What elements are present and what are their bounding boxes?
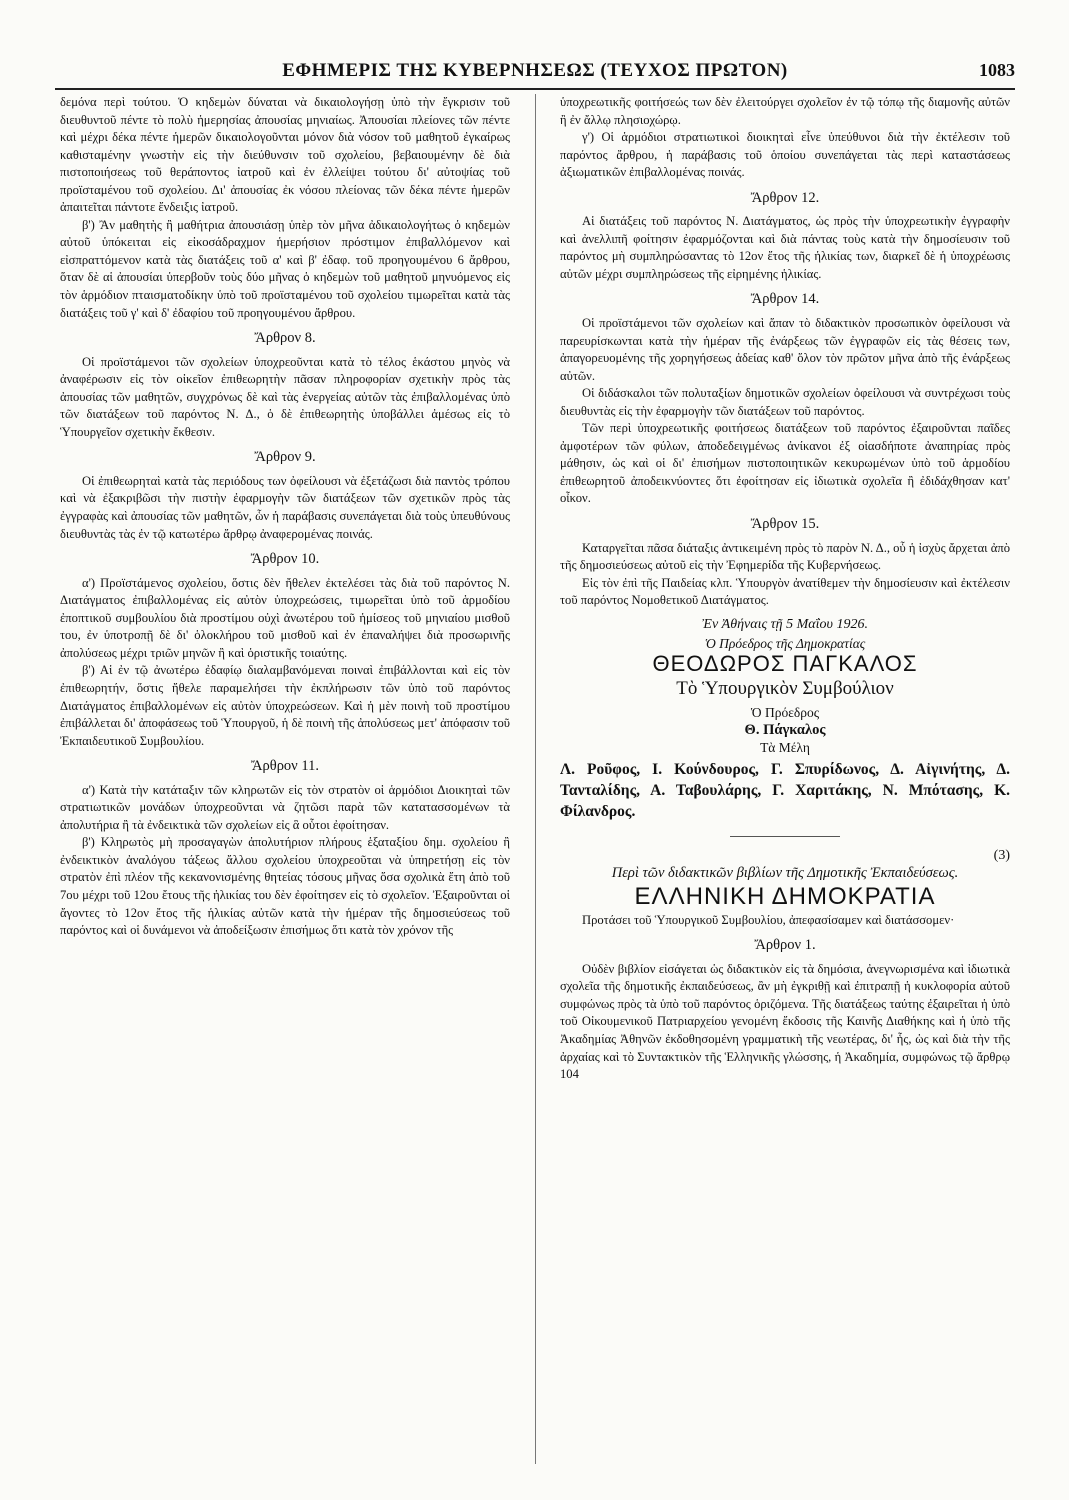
president-title: Ὁ Πρόεδρος τῆς Δημοκρατίας [704, 636, 866, 652]
article-15-paragraph: Καταργεῖται πᾶσα διάταξις ἀντικειμένη πρὸς τὸ παρὸν Ν. Δ., οὗ ἡ ἰσχὺς ἄρχεται ἀπὸ τῆς δημοσιεύσεως αὐτοῦ εἰς τὴν Ἐφημερίδα τῆς Κυβερνήσεως. [560, 540, 1010, 573]
article-10-paragraph-b: β') Αἱ ἐν τῷ ἀνωτέρω ἐδαφίῳ διαλαμβανόμεναι ποιναὶ ἐπιβάλλονται καὶ εἰς τὸν ἐπιθεωρητήν, ὅστις ἤθελε παραμελήσει τὴν ἐκπλήρωσιν τῶν ὑπὸ τοῦ παρόντος Διατάγματος ἐπιβαλλομένων εἰς αὐτὸν ὑποχρεώσεων. Καὶ ἡ μὲν ποινὴ τοῦ προστίμου ἐπιβάλλεται δι' ἀποφάσεως τοῦ Ὑπουργοῦ, ἡ δὲ ποινὴ τῆς ἀπολύσεως μετ' ἀπόφασιν τοῦ Ἐκπαιδευτικοῦ Συμβουλίου. [60, 663, 510, 748]
article-12-text: Αἱ διατάξεις τοῦ παρόντος Ν. Διατάγματος, ὡς πρὸς τὴν ὑποχρεωτικὴν ἐγγραφὴν καὶ ἀνελλιπῆ φοίτησιν ἐφαρμόζονται καὶ διὰ πάντας τοὺς κατὰ τὴν δημοσίευσιν τοῦ παρόντος μὴ συμπληρώσαντας τὸ 12ον ἔτος τῆς ἡλικίας των, διαρκεῖ δὲ ἡ ὑποχρέωσις αὐτῶν μέχρι συμπληρώσεως τῆς εἰρημένης ἡλικίας. [560, 214, 1010, 281]
section-divider [730, 836, 840, 837]
paragraph: δεμόνα περὶ τούτου. Ὁ κηδεμὼν δύναται νὰ δικαιολογήσῃ ὑπὸ τὴν ἔγκρισιν τοῦ διευθυντοῦ πέντε τὸ πολὺ ἡμερησίας ἀπουσίας μηνιαίως. Ἀπουσίαι πλείονες τῶν πέντε καὶ μέχρι δέκα πέντε ἡμερῶν δικαιολογοῦνται μόνον διὰ νόσον τοῦ μαθητοῦ ἐγκαίρως καθισταμένην γνωστὴν εἰς τὴν διεύθυνσιν τοῦ σχολείου, βεβαιουμένην δὲ διὰ πιστοποιήσεως τοῦ θεράποντος ἰατροῦ καὶ ἐν ἐλλείψει τούτου δι' αὐτοψίας τοῦ προϊσταμένου τοῦ σχολείου. Δι' ἀπουσίας ἐκ νόσου πλείονας τῶν δέκα πέντε ἡμερῶν ἀπαιτεῖται πάντοτε ἔνδειξις ἰατροῦ. [60, 95, 510, 215]
paragraph: ὑποχρεωτικῆς φοιτήσεώς των δὲν ἐλειτούργει σχολεῖον ἐν τῷ τόπῳ τῆς διαμονῆς αὐτῶν ἢ ἐν ἄλλῳ πλησιοχώρῳ. [560, 95, 1010, 127]
members-names: Λ. Ροῦφος, Ι. Κούνδουρος, Γ. Σπυρίδωνος, Δ. Αἰγινήτης, Δ. Τανταλίδης, Α. Ταβουλάρης, Γ. Χαριτάκης, Ν. Μπότασης, Κ. Φίλανδρος. [560, 760, 1010, 820]
left-column [60, 94, 510, 940]
paragraph: β') Ἂν μαθητὴς ἢ μαθήτρια ἀπουσιάσῃ ὑπὲρ τὸν μῆνα ἀδικαιολογήτως ὁ κηδεμὼν αὐτοῦ ὑπόκειται εἰς εἰκοσάδραχμον ἡμερήσιον πρόστιμον ἐπιβαλλόμενον καὶ εἰσπραττόμενον κατὰ τὰς διατάξεις τοῦ α' καὶ β' ἐδαφ. τοῦ προηγουμένου 6 ἄρθρου, ὅταν δὲ αἱ ἀπουσίαι ὑπερβοῦν τοὺς δύο μῆνας ὁ κηδεμὼν τοῦ μαθητοῦ μηνυόμενος εἰς τὸν ἁρμόδιον πταισματοδίκην ὑπὸ τοῦ προϊσταμένου τοῦ σχολείου τιμωρεῖται κατὰ τὰς διατάξεις τοῦ γ' καὶ δ' ἐδαφίου τοῦ προηγουμένου ἄρθρου. [60, 217, 510, 320]
article-1-text: Οὐδὲν βιβλίον εἰσάγεται ὡς διδακτικὸν εἰς τὰ δημόσια, ἀνεγνωρισμένα καὶ ἰδιωτικὰ σχολεῖα τῆς δημοτικῆς ἐκπαιδεύσεως, ἂν μὴ ἐγκριθῇ καὶ ἐπιτραπῇ ἡ κυκλοφορία αὐτοῦ συμφώνως πρὸς τὰ ὑπὸ τοῦ παρόντος ὁριζόμενα. Τῆς διατάξεως ταύτης ἐξαιρεῖται ἡ ὑπὸ τοῦ Οἰκουμενικοῦ Πατριαρχείου γενομένη ἔκδοσις τῆς Καινῆς Διαθήκης καὶ ἡ ὑπὸ τῆς Ἀκαδημίας Ἀθηνῶν ἐκδοθησομένη γραμματικὴ τῆς νεωτέρας, δι' ἧς, ὡς καὶ διὰ τὴν τῆς ἀρχαίας καὶ τὸ Συντακτικὸν τῆς Ἑλληνικῆς γλώσσης, ἡ Ἀκαδημία, συμφώνως τῷ ἄρθρῳ 104 [560, 961, 1010, 1082]
header-rule [55, 88, 1015, 90]
article-8-heading: Ἄρθρον 8. [254, 330, 316, 347]
article-11-heading: Ἄρθρον 11. [251, 758, 319, 775]
column-divider [535, 94, 536, 1464]
president-name: ΘΕΟΔΩΡΟΣ ΠΑΓΚΑΛΟΣ [652, 650, 918, 676]
right-column [560, 94, 1010, 1084]
chair-name: Θ. Πάγκαλος [744, 721, 826, 738]
republic-heading: ΕΛΛΗΝΙΚΗ ΔΗΜΟΚΡΑΤΙΑ [634, 883, 936, 911]
date-line: Ἐν Ἀθήναις τῇ 5 Μαΐου 1926. [702, 616, 868, 632]
page-number: 1083 [979, 60, 1015, 80]
article-9-heading: Ἄρθρον 9. [254, 449, 316, 466]
paragraph: γ') Οἱ ἁρμόδιοι στρατιωτικοὶ διοικηταὶ εἶνε ὑπεύθυνοι διὰ τὴν ἐκτέλεσιν τοῦ παρόντος ἄρθρου, ἡ παράβασις τοῦ ὁποίου συνεπάγεται τὰς περὶ καταστάσεως ἀξιωματικῶν ἐπιβαλλομένας ποινάς. [560, 130, 1010, 180]
article-11-paragraph-b: β') Κληρωτὸς μὴ προσαγαγὼν ἀπολυτήριον πλήρους ἑξαταξίου δημ. σχολείου ἢ ἐνδεικτικὸν ἀναλόγου τάξεως ἄλλου σχολείου ὑποχρεοῦται νὰ ὑπηρετήσῃ εἰς τὸν στρατὸν ἐπὶ πλέον τῆς κεκανονισμένης θητείας τόσους μῆνας ὅσα σχολικὰ ἔτη ἀπὸ τοῦ 7ου μέχρι τοῦ 12ου ἔτους τῆς ἡλικίας του δὲν ἐφοίτησεν εἰς τὸ σχολεῖον. Ἐξαιροῦνται οἱ ἄγοντες τὸ 12ον ἔτος τῆς ἡλικίας αὐτῶν κατὰ τὴν ἡμέραν τῆς δημοσιεύσεως τοῦ παρόντος καὶ οἱ δυνάμενοι νὰ ἀποδείξωσιν ἐπισήμως ὅτι κατὰ τὸν χρόνον τῆς [60, 835, 510, 938]
decree-number: (3) [993, 847, 1010, 863]
article-14-heading: Ἄρθρον 14. [750, 291, 820, 308]
page-header [55, 60, 1015, 84]
chair-label: Ὁ Πρόεδρος [750, 704, 820, 720]
decree-title: Περὶ τῶν διδακτικῶν βιβλίων τῆς Δημοτικῆς Ἐκπαιδεύσεως. [611, 865, 959, 882]
article-11-paragraph-a: α') Κατὰ τὴν κατάταξιν τῶν κληρωτῶν εἰς τὸν στρατὸν οἱ ἁρμόδιοι Διοικηταὶ τῶν στρατιωτικῶν μονάδων ὑποχρεοῦνται νὰ ζητῶσι παρὰ τῶν κατατασσομένων τὰ ἀπολυτήρια ἢ τὰ ἐνδεικτικὰ τῶν σχολείων εἰς ἃ οὗτοι ἐφοίτησαν. [60, 782, 510, 832]
preamble: Προτάσει τοῦ Ὑπουργικοῦ Συμβουλίου, ἀπεφασίσαμεν καὶ διατάσσομεν· [582, 912, 955, 927]
article-15-heading: Ἄρθρον 15. [750, 516, 820, 533]
article-10-heading: Ἄρθρον 10. [250, 551, 320, 568]
members-label: Τὰ Μέλη [760, 740, 810, 756]
council-title: Τὸ Ὑπουργικὸν Συμβούλιον [676, 678, 894, 700]
article-14-paragraph: Οἱ διδάσκαλοι τῶν πολυταξίων δημοτικῶν σχολείων ὀφείλουσι νὰ συντρέχωσι τοὺς διευθυντὰς εἰς τὴν ἐφαρμογὴν τῶν διατάξεων τοῦ παρόντος. [560, 386, 1010, 418]
article-15-paragraph: Εἰς τὸν ἐπὶ τῆς Παιδείας κλπ. Ὑπουργὸν ἀνατίθεμεν τὴν δημοσίευσιν καὶ ἐκτέλεσιν τοῦ παρόντος Νομοθετικοῦ Διατάγματος. [560, 575, 1010, 608]
article-12-heading: Ἄρθρον 12. [750, 189, 820, 206]
article-9-text: Οἱ ἐπιθεωρηταὶ κατὰ τὰς περιόδους των ὀφείλουσι νὰ ἐξετάζωσι διὰ παντὸς τρόπου καὶ νὰ ἐξακριβῶσι τὴν πιστὴν ἐφαρμογὴν τῶν διατάξεων τῶν σχετικῶν πρὸς τὰς ἐγγραφὰς καὶ ἀπουσίας τῶν μαθητῶν, ὧν ἡ παράβασις συνεπάγεται διὰ τοὺς ὑπευθύνους διευθυντὰς τὰς ἐν τῷ κατωτέρω ἄρθρῳ ἀναφερομένας ποινάς. [60, 473, 510, 541]
article-14-paragraph: Τῶν περὶ ὑποχρεωτικῆς φοιτήσεως διατάξεων τοῦ παρόντος ἐξαιροῦνται παῖδες ἀμφοτέρων τῶν φύλων, ἀποδεδειγμένως ἀνίκανοι ἐξ οἱασδήποτε ἀναπηρίας πρὸς μάθησιν, ὡς καὶ οἱ δι' ἐπισήμων πιστοποιητικῶν κεκυρωμένων ὑπὸ τοῦ ἁρμοδίου ἐπιθεωρητοῦ ἀποδεικνύοντες ὅτι ἐφοίτησαν εἰς ἰδιωτικὰ σχολεῖα ἢ ἐδιδάχθησαν κατ' οἶκον. [560, 421, 1010, 506]
article-8-text: Οἱ προϊστάμενοι τῶν σχολείων ὑποχρεοῦνται κατὰ τὸ τέλος ἑκάστου μηνὸς νὰ ἀναφέρωσιν εἰς τὸν οἰκεῖον ἐπιθεωρητὴν πᾶσαν πληροφορίαν σχετικὴν πρὸς τὰς ἀπουσίας τῶν μαθητῶν, συγχρόνως δὲ καὶ τὰς ἐνεργείας αὐτῶν τὰς ἐπιβαλλομένας ὑπὸ τῶν διατάξεων τοῦ παρόντος Ν. Δ., ὁ δὲ ἐπιθεωρητὴς ὑποβάλλει ἀμέσως εἰς τὸ Ὑπουργεῖον σχετικὴν ἔκθεσιν. [60, 354, 510, 439]
article-14-paragraph: Οἱ προϊστάμενοι τῶν σχολείων καὶ ἅπαν τὸ διδακτικὸν προσωπικὸν ὀφείλουσι νὰ παρευρίσκωνται κατὰ τὴν ἡμέραν τῆς ἐνάρξεως τῶν ἐγγραφῶν εἰς τὰς θέσεις των, ἀπαγορευομένης τῆς χορηγήσεως ἀδείας καθ' ὅλον τὸν πρῶτον μῆνα ἀπὸ τῆς ἐνάρξεως αὐτῶν. [560, 316, 1010, 383]
running-title: ΕΦΗΜΕΡΙΣ ΤΗΣ ΚΥΒΕΡΝΗΣΕΩΣ (ΤΕΥΧΟΣ ΠΡΩΤΟΝ) [282, 60, 788, 81]
article-1-heading: Ἄρθρον 1. [754, 937, 816, 954]
article-10-paragraph-a: α') Προϊστάμενος σχολείου, ὅστις δὲν ἤθελεν ἐκτελέσει τὰς διὰ τοῦ παρόντος Ν. Διατάγματος ἐπιβαλλομένας εἰς αὐτὸν ὑποχρεώσεις, τιμωρεῖται ὑπὸ τοῦ ἁρμοδίου ἐποπτικοῦ συμβουλίου διὰ προστίμου οὐχὶ ἀνωτέρου τοῦ ἡμίσεος τοῦ μηνιαίου μισθοῦ του, ἐν ὑποτροπῇ δὲ δι' ὁλοκλήρου τοῦ μισθοῦ καὶ ἐν ἐπαναλήψει διὰ προσωρινῆς ἀπολύσεως μέχρι τριῶν μηνῶν ἢ καὶ ὁριστικῆς τοιαύτης. [60, 575, 510, 660]
